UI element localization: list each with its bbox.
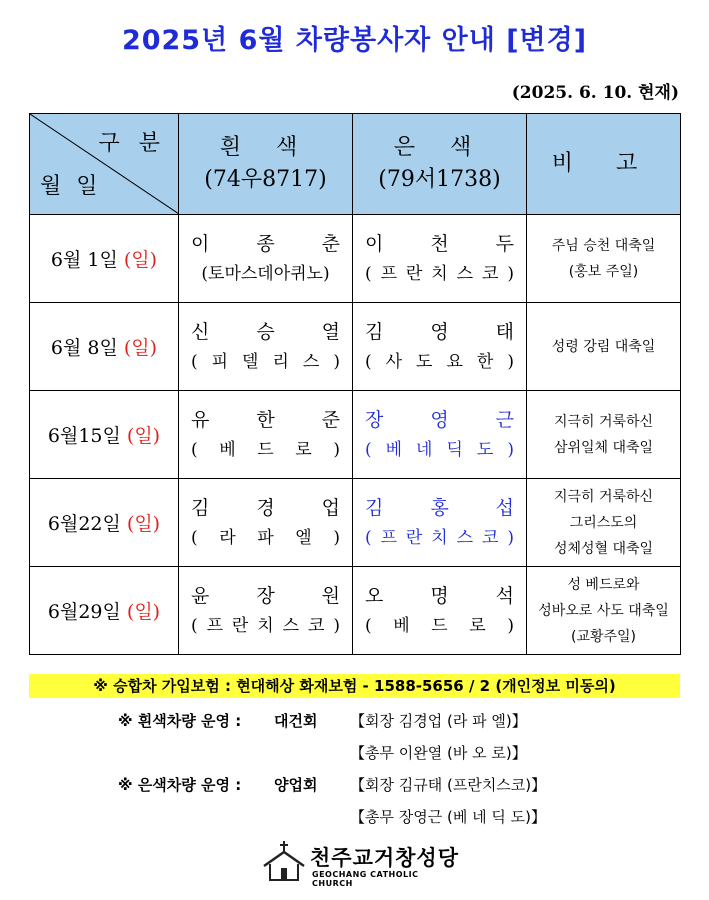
- table-row: [30, 215, 681, 303]
- note-cell: [527, 215, 681, 303]
- note-line: (교황주일): [570, 628, 637, 645]
- header-silver-car: [353, 114, 527, 215]
- silver-ops-member: 【총무 장영근 (베 네 딕 도)】: [350, 808, 546, 826]
- sunday-marker: (일): [123, 249, 158, 271]
- white-driver-baptismal-name: ( 프 란 치 스 코 ): [191, 615, 340, 636]
- silver-driver-name: 장 영 근: [365, 408, 514, 431]
- silver-driver-baptismal-name: ( 사 도 요 한 ): [365, 351, 514, 372]
- note-line: 성체성혈 대축일: [553, 540, 654, 557]
- note-line: 그리스도의: [569, 514, 638, 531]
- white-driver-baptismal-name: (토마스데아퀴노): [201, 263, 330, 284]
- header-note: [527, 114, 681, 215]
- table-header-row: [30, 114, 681, 215]
- table-row: [30, 567, 681, 655]
- sunday-marker: (일): [123, 337, 158, 359]
- header-gubun: 구 분: [98, 131, 166, 156]
- white-driver-name: 유 한 준: [191, 408, 340, 431]
- white-ops-member: 【회장 김경업 (라 파 엘)】: [350, 712, 527, 730]
- table-row: [30, 479, 681, 567]
- logo-name-kr: 천주교거창성당: [310, 846, 460, 870]
- note-cell: [527, 479, 681, 567]
- silver-car-label: 은 색: [393, 135, 486, 160]
- white-driver-name: 이 종 춘: [191, 232, 340, 255]
- table-row: [30, 391, 681, 479]
- date-text: 6월29일: [47, 601, 127, 623]
- white-driver-cell: [179, 303, 353, 391]
- note-line: 주님 승천 대축일: [551, 237, 656, 254]
- church-icon: [262, 840, 306, 884]
- silver-car-plate: (79서1738): [378, 167, 501, 192]
- silver-driver-name: 김 홍 섭: [365, 496, 514, 519]
- logo-name-en: GEOCHANG CATHOLIC CHURCH: [312, 870, 419, 888]
- white-driver-name: 신 승 열: [191, 320, 340, 343]
- page-title: 2025년 6월 차량봉사자 안내 [변경]: [121, 25, 588, 56]
- date-cell: [30, 391, 179, 479]
- silver-driver-name: 오 명 석: [365, 584, 514, 607]
- note-cell: [527, 303, 681, 391]
- silver-driver-cell: [353, 391, 527, 479]
- silver-ops-group: 양업회: [274, 776, 318, 794]
- sunday-marker: (일): [126, 425, 161, 447]
- note-line: 성바오로 사도 대축일: [538, 602, 669, 619]
- date-cell: [30, 215, 179, 303]
- silver-driver-cell: [353, 215, 527, 303]
- date-text: 6월 8일: [50, 337, 124, 359]
- silver-ops-label: ※ 은색차량 운영 :: [118, 776, 242, 794]
- white-ops-label: ※ 흰색차량 운영 :: [118, 712, 242, 730]
- white-driver-cell: [179, 215, 353, 303]
- header-diagonal-cell: [30, 114, 179, 215]
- date-text: 6월15일: [47, 425, 127, 447]
- table-row: [30, 303, 681, 391]
- header-white-car: [179, 114, 353, 215]
- white-car-label: 흰 색: [219, 135, 312, 160]
- date-text: 6월 1일: [50, 249, 124, 271]
- silver-driver-baptismal-name: ( 프 란 치 스 코 ): [365, 527, 514, 548]
- note-line: 성령 강림 대축일: [551, 338, 656, 355]
- note-line: 지극히 거룩하신: [553, 413, 654, 430]
- white-driver-baptismal-name: ( 피 델 리 스 ): [191, 351, 340, 372]
- silver-driver-baptismal-name: ( 베 네 딕 도 ): [365, 439, 514, 460]
- white-driver-name: 윤 장 원: [191, 584, 340, 607]
- note-label: 비 고: [551, 151, 656, 176]
- white-driver-cell: [179, 391, 353, 479]
- schedule-table: [29, 113, 681, 655]
- silver-driver-cell: [353, 567, 527, 655]
- silver-driver-cell: [353, 479, 527, 567]
- table-body: [30, 215, 681, 655]
- silver-driver-cell: [353, 303, 527, 391]
- date-cell: [30, 567, 179, 655]
- date-cell: [30, 479, 179, 567]
- header-wolil: 월 일: [40, 174, 102, 199]
- white-ops-member: 【총무 이완열 (바 오 로)】: [350, 744, 527, 762]
- sunday-marker: (일): [126, 513, 161, 535]
- sunday-marker: (일): [126, 601, 161, 623]
- white-driver-cell: [179, 479, 353, 567]
- white-driver-name: 김 경 업: [191, 496, 340, 519]
- church-logo: [262, 840, 462, 888]
- note-cell: [527, 391, 681, 479]
- note-line: (홍보 주일): [568, 263, 639, 280]
- white-ops-group: 대건회: [274, 712, 318, 730]
- white-driver-baptismal-name: ( 라 파 엘 ): [191, 527, 340, 548]
- note-cell: [527, 567, 681, 655]
- note-line: 성 베드로와: [567, 576, 640, 593]
- note-line: 삼위일체 대축일: [553, 439, 654, 456]
- silver-driver-name: 이 천 두: [365, 232, 514, 255]
- white-driver-cell: [179, 567, 353, 655]
- date-cell: [30, 303, 179, 391]
- white-car-plate: (74우8717): [204, 167, 327, 192]
- note-line: 지극히 거룩하신: [553, 488, 654, 505]
- silver-driver-baptismal-name: ( 베 드 로 ): [365, 615, 514, 636]
- silver-driver-name: 김 영 태: [365, 320, 514, 343]
- white-driver-baptismal-name: ( 베 드 로 ): [191, 439, 340, 460]
- silver-ops-member: 【회장 김규태 (프란치스코)】: [350, 776, 547, 794]
- silver-driver-baptismal-name: ( 프 란 치 스 코 ): [365, 263, 514, 284]
- insurance-banner: ※ 승합차 가입보험 : 현대해상 화재보험 - 1588-5656 / 2 (개인정보 미동의): [29, 674, 680, 698]
- date-text: 6월22일: [47, 513, 127, 535]
- as-of-date: (2025. 6. 10. 현재): [511, 83, 679, 103]
